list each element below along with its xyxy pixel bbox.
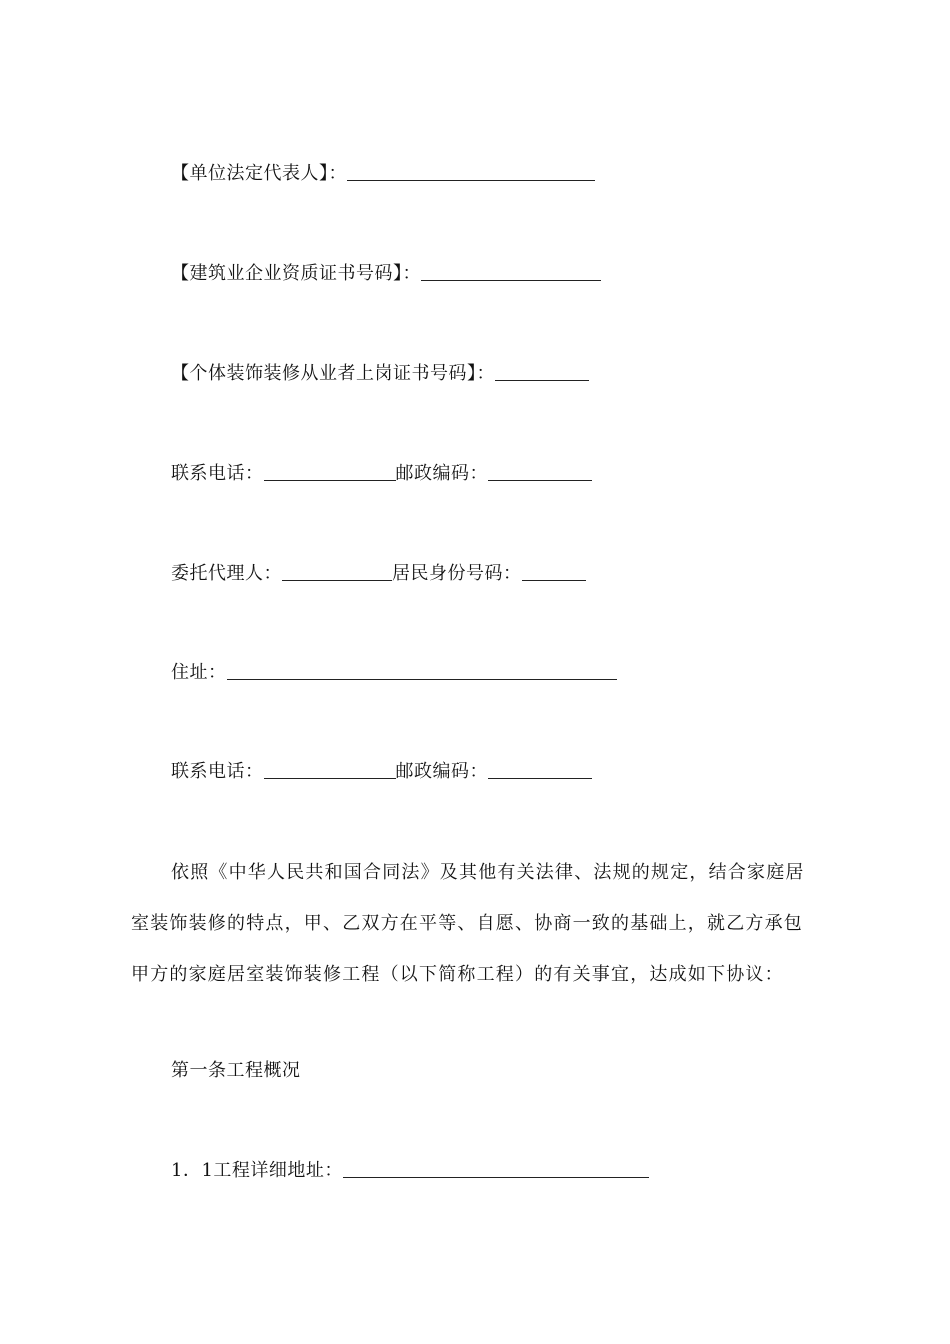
postcode-label-1: 邮政编码： xyxy=(395,463,488,484)
intro-line-3: 甲方的家庭居室装饰装修工程（以下简称工程）的有关事宜，达成如下协议： xyxy=(131,964,784,985)
project-address-row xyxy=(171,1159,649,1183)
agent-row xyxy=(171,562,586,586)
qualification-cert-row xyxy=(171,262,601,286)
address-row xyxy=(171,661,617,685)
individual-cert-blank[interactable] xyxy=(495,362,589,381)
intro-line-2: 室装饰装修的特点，甲、乙双方在平等、自愿、协商一致的基础上，就乙方承包 xyxy=(131,913,803,934)
legal-representative-row xyxy=(171,162,595,186)
address-blank[interactable] xyxy=(227,661,617,680)
project-address-blank[interactable] xyxy=(343,1159,649,1178)
postcode-blank-1[interactable] xyxy=(488,462,592,481)
agent-label: 委托代理人： xyxy=(171,563,282,584)
intro-line-1: 依照《中华人民共和国合同法》及其他有关法律、法规的规定，结合家庭居 xyxy=(171,862,805,883)
contact-row-2 xyxy=(171,760,592,784)
article-1-title-text: 第一条工程概况 xyxy=(171,1060,301,1081)
qualification-cert-label: 【建筑业企业资质证书号码】： xyxy=(171,263,421,284)
id-number-label: 居民身份号码： xyxy=(392,563,522,584)
address-label: 住址： xyxy=(171,662,227,683)
phone-blank-1[interactable] xyxy=(264,462,396,481)
phone-blank-2[interactable] xyxy=(264,760,396,779)
legal-representative-label: 【单位法定代表人】： xyxy=(171,163,347,184)
individual-cert-row xyxy=(171,362,589,386)
phone-label-2: 联系电话： xyxy=(171,761,264,782)
legal-representative-blank[interactable] xyxy=(347,162,595,181)
id-number-blank[interactable] xyxy=(522,562,586,581)
project-address-label: 1．1工程详细地址： xyxy=(171,1160,343,1181)
contact-row-1 xyxy=(171,462,592,486)
qualification-cert-blank[interactable] xyxy=(421,262,601,281)
phone-label-1: 联系电话： xyxy=(171,463,264,484)
article-1-title xyxy=(171,1059,301,1083)
postcode-label-2: 邮政编码： xyxy=(395,761,488,782)
individual-cert-label: 【个体装饰装修从业者上岗证书号码】： xyxy=(171,363,495,384)
intro-paragraph xyxy=(131,847,821,1000)
postcode-blank-2[interactable] xyxy=(488,760,592,779)
agent-blank[interactable] xyxy=(282,562,392,581)
